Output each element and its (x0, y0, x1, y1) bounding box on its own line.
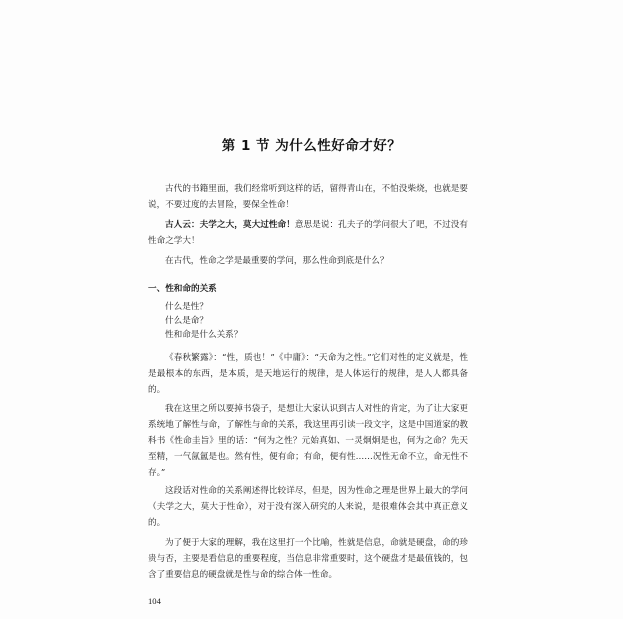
paragraph-intro: 古代的书籍里面，我们经常听到这样的话，留得青山在，不怕没柴烧，也就是要说，不要过度的去冒险，要保全性命！ (148, 184, 468, 210)
paragraph-question: 在古代，性命之学是最重要的学问，那么性命到底是什么？ (165, 256, 389, 266)
quote-bold: 古人云：夫学之大，莫大过性命！ (165, 220, 295, 230)
paragraph-definition: 《春秋繁露》：“性，质也！”《中庸》：“天命为之性。”它们对性的定义就是，性是最根本的东西，是本质，是天地运行的规律，是人体运行的规律，是人人都具备的。 (148, 353, 468, 395)
question-line: 性和命是什么关系？ (165, 330, 243, 340)
paragraph-relationship: 这段话对性命的关系阐述得比较详尽，但是，因为性命之理是世界上最大的学问（夫学之大，莫大于性命），对于没有深入研究的人来说，是很难体会其中真正意义的。 (148, 486, 468, 528)
page-number: 104 (148, 596, 161, 606)
section-heading: 一、性和命的关系 (148, 284, 217, 294)
paragraph-explanation: 我在这里之所以要掉书袋子，是想让大家认识到古人对性的肯定，为了让大家更系统地了解性与命，了解性与命的关系，我这里再引读一段文字，这是中国道家的教科书《性命圭旨》里的话：“何为之性？元始真如、一灵炯炯是也，何为之命？先天至精，一气氤氲是也。然有性，便有命；有命，便有性……况性无命不立，命无性不存。” (148, 404, 468, 478)
quote-explanation: 意思是说：孔夫子的学问很大了吧，不过没有性命之学大！ (148, 220, 468, 246)
question-line: 什么是性？ (165, 302, 208, 312)
question-line: 什么是命？ (165, 316, 208, 326)
section-title: 第 1 节 为什么性好命才好？ (221, 138, 402, 154)
paragraph-metaphor: 为了便于大家的理解，我在这里打一个比喻，性就是信息，命就是硬盘，命的珍贵与否，主要是看信息的重要程度，当信息非常重要时，这个硬盘才是最值钱的，包含了重要信息的硬盘就是性与命的综合体一性命。 (148, 538, 468, 580)
paragraph-quote (148, 217, 468, 249)
